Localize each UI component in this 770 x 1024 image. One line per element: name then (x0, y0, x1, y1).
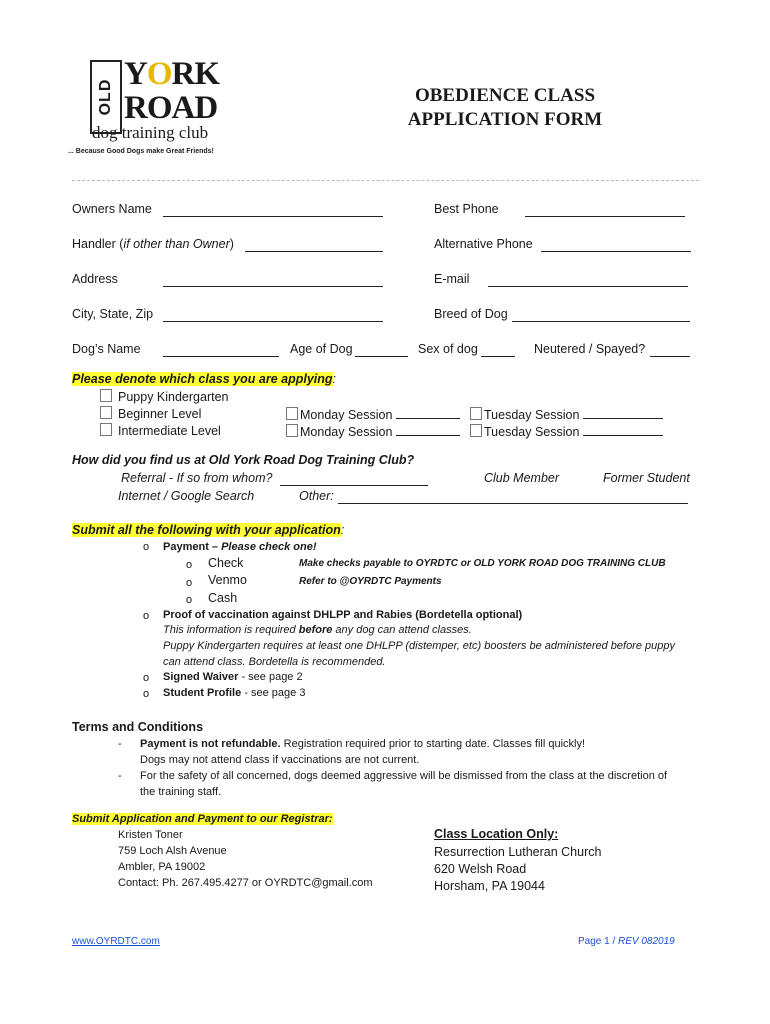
checkbox-icon[interactable] (286, 407, 298, 420)
terms-item-1: Payment is not refundable. Registration required prior to starting date. Classes fill quickly! (140, 738, 586, 750)
neutered-field[interactable] (650, 344, 690, 357)
proof-label: Proof of vaccination against DHLPP and Rabies (Bordetella optional) (163, 609, 523, 621)
alt-phone-field[interactable] (541, 239, 691, 252)
location-street: 620 Welsh Road (434, 862, 527, 876)
checkbox-icon[interactable] (100, 389, 112, 402)
terms-heading: Terms and Conditions (72, 720, 204, 734)
class-intermediate[interactable]: Intermediate Level (100, 423, 221, 438)
terms-item-2b: the training staff. (140, 786, 222, 798)
class-beginner[interactable]: Beginner Level (100, 406, 201, 421)
former-student-option[interactable]: Former Student (603, 471, 690, 485)
bullet-o: o (143, 672, 150, 684)
terms-item-1b: Dogs may not attend class if vaccinations are not current. (140, 754, 420, 766)
age-label: Age of Dog (290, 342, 353, 356)
info-text: This information is required before any dog can attend classes. (163, 624, 472, 636)
bullet-o: o (186, 594, 193, 606)
venmo-option[interactable]: Venmo (208, 573, 247, 587)
terms-item-2: For the safety of all concerned, dogs deemed aggressive will be dismissed from the class at the discretion of (140, 770, 668, 782)
puppy-note-2: can attend class. Bordetella is recommended. (163, 656, 386, 668)
referral-label: Referral - If so from whom? (121, 471, 273, 485)
owners-name-label: Owners Name (72, 202, 152, 216)
registrar-name: Kristen Toner (118, 829, 183, 841)
logo-club-text: dog training club (92, 123, 209, 142)
internet-option[interactable]: Internet / Google Search (118, 489, 255, 503)
beginner-monday[interactable]: Monday Session (286, 406, 460, 422)
dog-name-field[interactable] (163, 344, 279, 357)
sex-field[interactable] (481, 344, 515, 357)
owners-name-field[interactable] (163, 204, 383, 217)
beginner-tuesday[interactable]: Tuesday Session (470, 406, 663, 422)
title-line2: APPLICATION FORM (407, 109, 603, 130)
neutered-label: Neutered / Spayed? (534, 342, 646, 356)
payment-label: Payment – Please check one! (163, 541, 317, 553)
dog-name-label: Dog’s Name (72, 342, 141, 356)
bullet-o: o (186, 559, 193, 571)
email-label: E-mail (434, 272, 470, 286)
sex-label: Sex of dog (418, 342, 478, 356)
divider (72, 180, 699, 181)
logo-tagline: ... Because Good Dogs make Great Friends! (68, 148, 214, 155)
cash-option[interactable]: Cash (208, 591, 238, 605)
bullet-o: o (143, 688, 150, 700)
check-option[interactable]: Check (208, 556, 244, 570)
bullet-o: o (186, 577, 193, 589)
address-field[interactable] (163, 274, 383, 287)
found-heading: How did you find us at Old York Road Dog Training Club? (72, 453, 415, 467)
age-field[interactable] (355, 344, 408, 357)
logo-old-box: OLD (90, 60, 122, 134)
logo-york: YORK (124, 56, 220, 92)
checkbox-icon[interactable] (100, 423, 112, 436)
profile-item: Student Profile - see page 3 (163, 687, 306, 699)
location-heading: Class Location Only: (434, 827, 559, 841)
page-number: Page 1 / REV 082019 (578, 936, 675, 947)
terms-dash: - (118, 770, 122, 782)
best-phone-field[interactable] (525, 204, 685, 217)
handler-label: Handler (if other than Owner) (72, 237, 234, 251)
submit-heading: Submit all the following with your application: (72, 523, 345, 537)
intermediate-tuesday[interactable]: Tuesday Session (470, 423, 663, 439)
bullet-o: o (143, 610, 150, 622)
class-puppy[interactable]: Puppy Kindergarten (100, 389, 229, 404)
other-label: Other: (299, 489, 334, 503)
location-name: Resurrection Lutheran Church (434, 845, 602, 859)
intermediate-monday[interactable]: Monday Session (286, 423, 460, 439)
paw-icon: O (146, 56, 172, 92)
breed-label: Breed of Dog (434, 307, 508, 321)
bullet-o: o (143, 541, 150, 553)
logo-road: ROAD (124, 90, 218, 126)
referral-field[interactable] (280, 473, 428, 486)
registrar-street: 759 Loch Alsh Avenue (118, 845, 227, 857)
website-link[interactable]: www.OYRDTC.com (72, 936, 160, 947)
best-phone-label: Best Phone (434, 202, 499, 216)
registrar-heading: Submit Application and Payment to our Registrar: (72, 813, 333, 825)
check-note: Make checks payable to OYRDTC or OLD YORK ROAD DOG TRAINING CLUB (299, 558, 666, 569)
city-label: City, State, Zip (72, 307, 154, 321)
checkbox-icon[interactable] (470, 407, 482, 420)
checkbox-icon[interactable] (470, 424, 482, 437)
breed-field[interactable] (512, 309, 690, 322)
terms-dash: - (118, 738, 122, 750)
puppy-note-1: Puppy Kindergarten requires at least one DHLPP (distemper, etc) boosters be administered before puppy (163, 640, 675, 652)
registrar-city: Ambler, PA 19002 (118, 861, 206, 873)
registrar-contact: Contact: Ph. 267.495.4277 or OYRDTC@gmail.com (118, 877, 373, 889)
alt-phone-label: Alternative Phone (434, 237, 533, 251)
city-field[interactable] (163, 309, 383, 322)
club-member-option[interactable]: Club Member (484, 471, 560, 485)
location-city: Horsham, PA 19044 (434, 879, 545, 893)
checkbox-icon[interactable] (100, 406, 112, 419)
waiver-item: Signed Waiver - see page 2 (163, 671, 303, 683)
title-line1: OBEDIENCE CLASS (414, 85, 596, 106)
email-field[interactable] (488, 274, 688, 287)
venmo-note: Refer to @OYRDTC Payments (299, 576, 442, 587)
class-heading: Please denote which class you are applying: (72, 372, 336, 386)
address-label: Address (72, 272, 118, 286)
other-field[interactable] (338, 491, 688, 504)
handler-field[interactable] (245, 239, 383, 252)
checkbox-icon[interactable] (286, 424, 298, 437)
